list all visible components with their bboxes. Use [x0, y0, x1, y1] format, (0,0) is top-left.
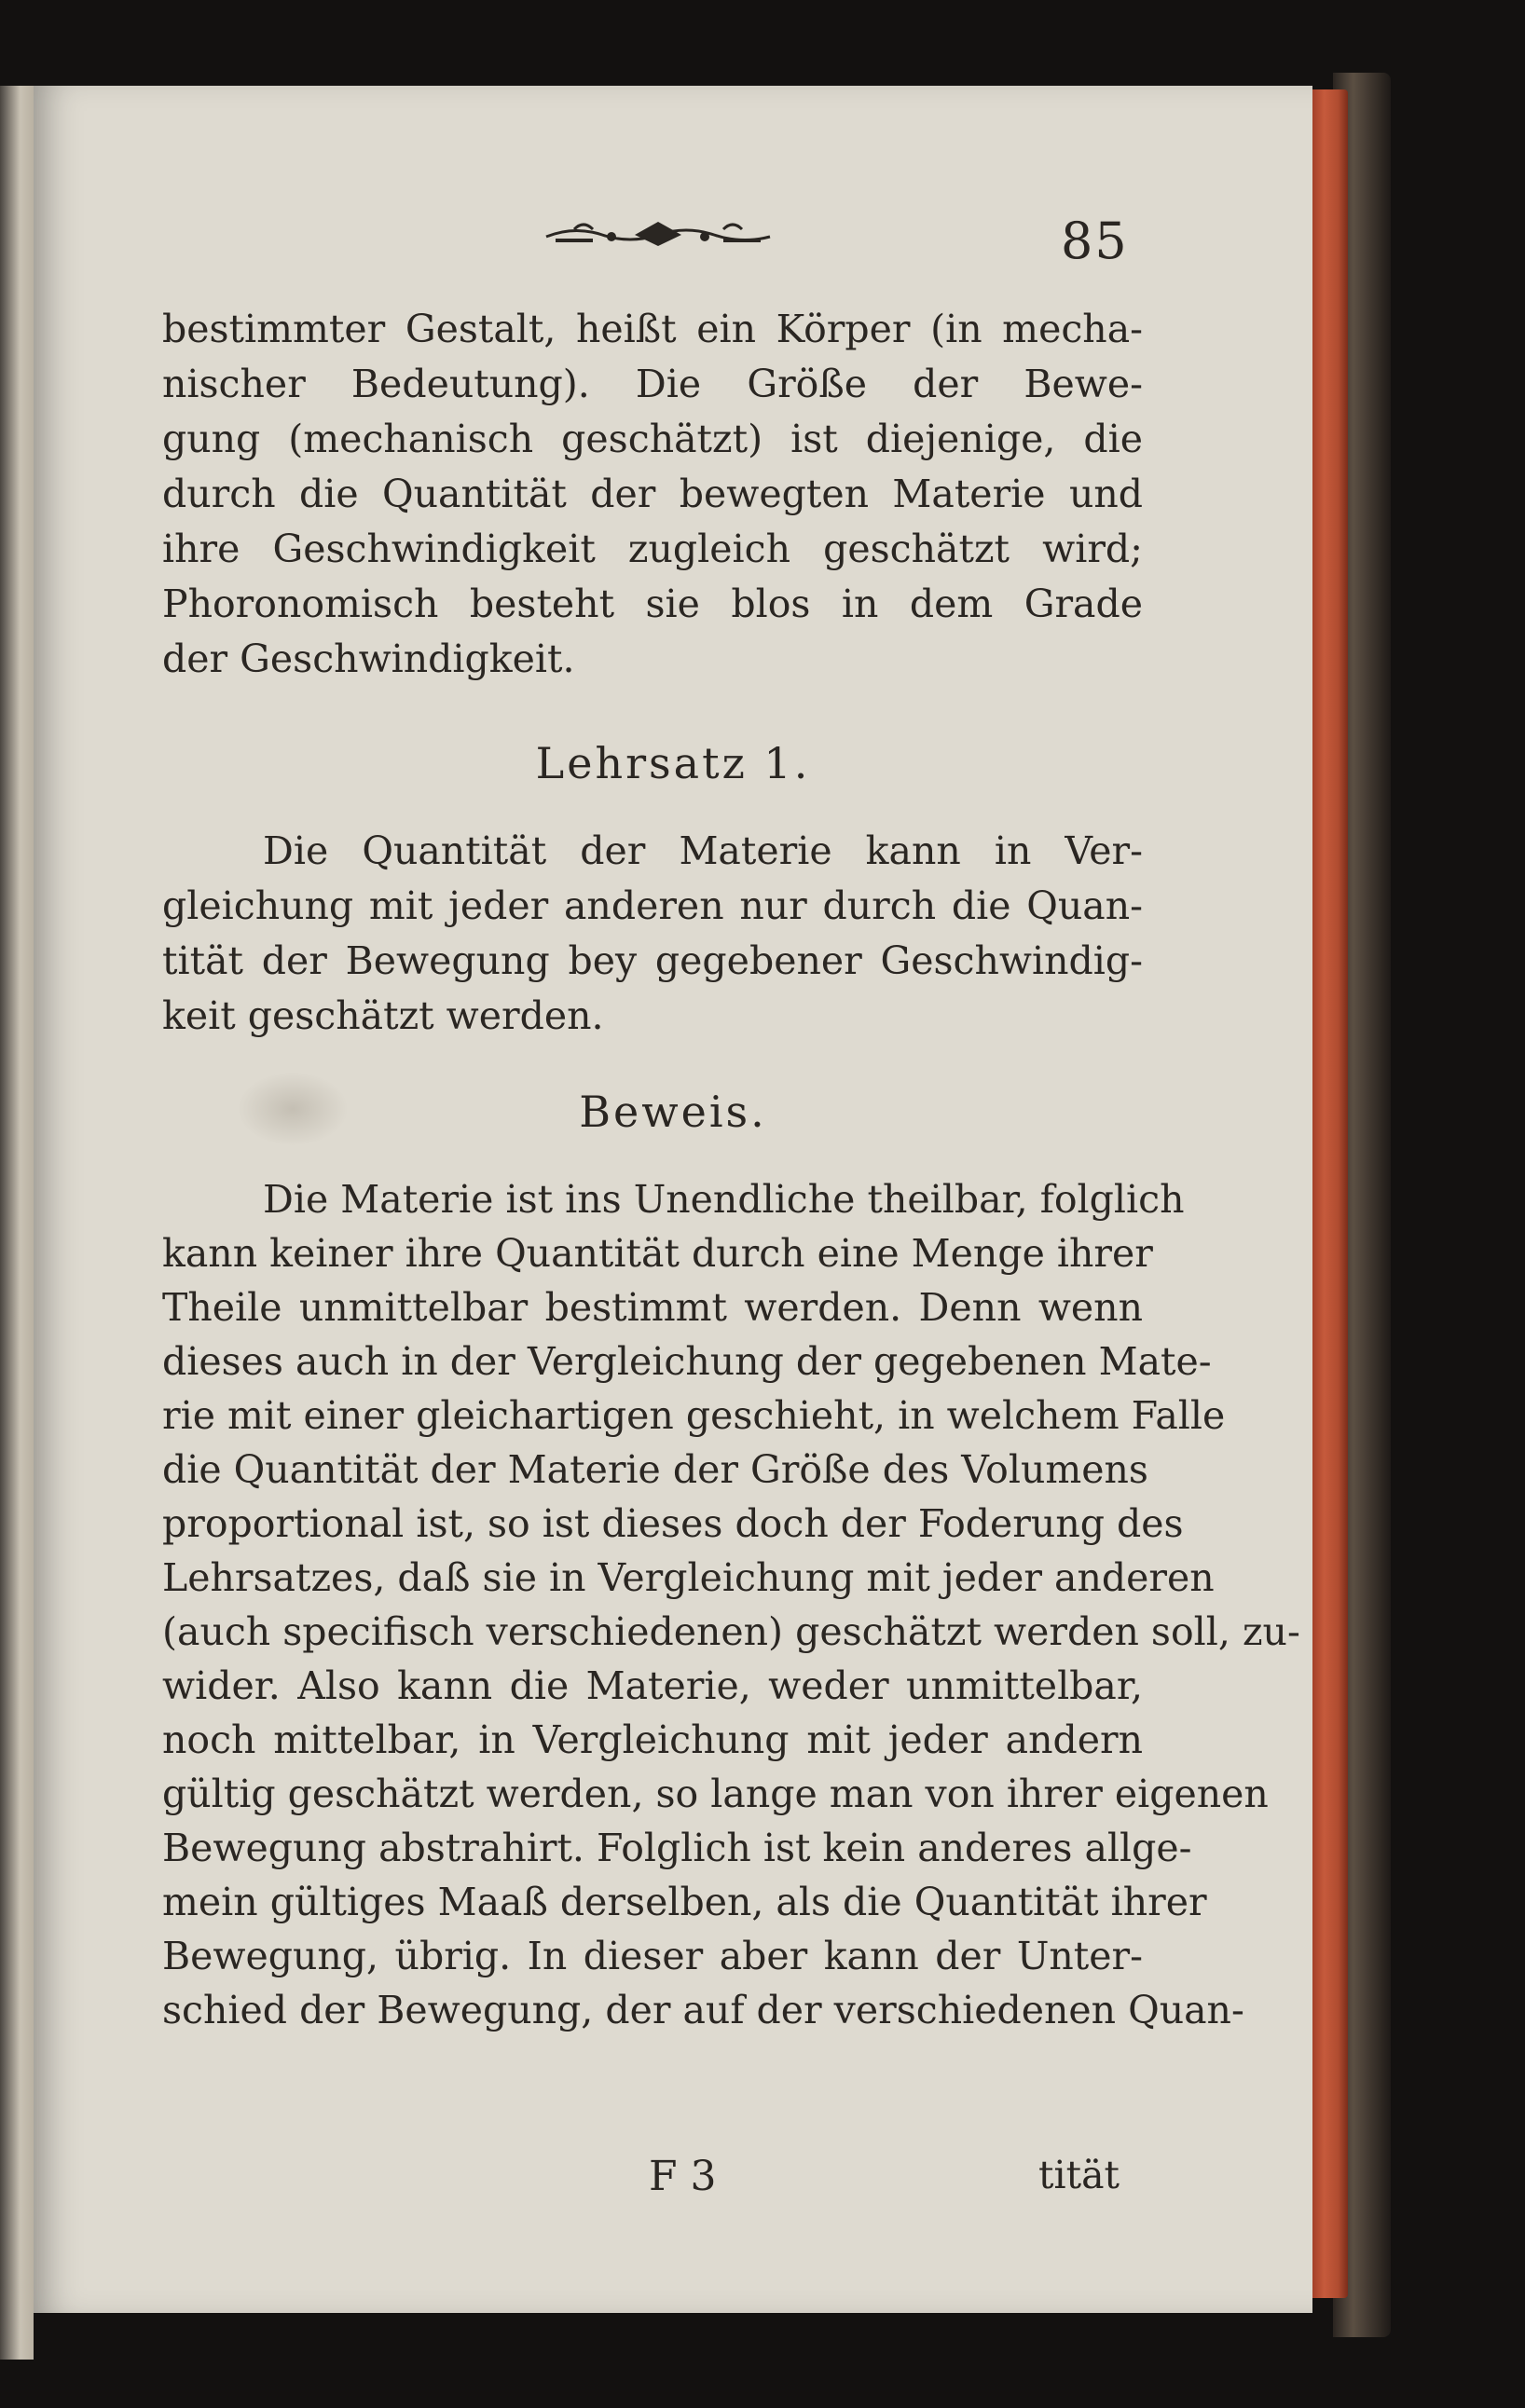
text-line: Bewegung, übrig. In dieser aber kann der Unter- [162, 1934, 1143, 1978]
printers-signature-mark: F 3 [649, 2153, 717, 2200]
text-line: der Geschwindigkeit. [162, 636, 575, 681]
proof-text [162, 1172, 1300, 2037]
theorem-heading: Lehrsatz 1. [535, 738, 811, 788]
theorem-text [162, 824, 1143, 1044]
text-line: bestimmter Gestalt, heißt ein Körper (in mecha- [162, 307, 1143, 351]
text-line: ihre Geschwindigkeit zugleich geschätzt wird; [162, 527, 1143, 571]
text-line: noch mittelbar, in Vergleichung mit jeder andern [162, 1717, 1143, 1762]
previous-page-edge [0, 86, 34, 2360]
printers-ornament-icon [537, 216, 779, 253]
text-line: Die Quantität der Materie kann in Ver- [263, 828, 1143, 873]
text-line: rie mit einer gleichartigen geschieht, in welchem Falle [162, 1393, 1226, 1438]
text-line: Theile unmittelbar bestimmt werden. Denn wenn [162, 1285, 1143, 1330]
text-line: tität der Bewegung bey gegebener Geschwindig- [162, 938, 1143, 983]
text-line: Bewegung abstrahirt. Folglich ist kein anderes allge- [162, 1826, 1192, 1870]
text-line: mein gültiges Maaß derselben, als die Quantität ihrer [162, 1880, 1207, 1924]
red-page-edges [1309, 89, 1348, 2298]
catchword: tität [1038, 2153, 1120, 2197]
text-line: nischer Bedeutung). Die Größe der Bewe- [162, 362, 1143, 406]
text-line: gung (mechanisch geschätzt) ist diejenige, die [162, 417, 1143, 461]
text-line: durch die Quantität der bewegten Materie und [162, 472, 1143, 516]
top-paragraph [162, 302, 1143, 687]
text-line: wider. Also kann die Materie, weder unmittelbar, [162, 1663, 1143, 1708]
text-line: dieses auch in der Vergleichung der gegebenen Mate- [162, 1339, 1212, 1384]
book-page [34, 86, 1312, 2313]
text-line: proportional ist, so ist dieses doch der Foderung des [162, 1501, 1184, 1546]
text-line: Die Materie ist ins Unendliche theilbar, folglich [263, 1177, 1185, 1222]
text-line: keit geschätzt werden. [162, 993, 604, 1038]
text-line: die Quantität der Materie der Größe des Volumens [162, 1447, 1148, 1492]
text-line: (auch specifisch verschiedenen) geschätzt werden soll, zu- [162, 1609, 1300, 1654]
text-line: gültig geschätzt werden, so lange man von ihrer eigenen [162, 1772, 1269, 1816]
text-line: Lehrsatzes, daß sie in Vergleichung mit jeder anderen [162, 1555, 1215, 1600]
text-line: schied der Bewegung, der auf der verschiedenen Quan- [162, 1988, 1244, 2032]
text-line: Phoronomisch besteht sie blos in dem Grade [162, 581, 1143, 626]
text-line: gleichung mit jeder anderen nur durch die Quan- [162, 883, 1143, 928]
page-number: 85 [1061, 212, 1129, 270]
proof-heading: Beweis. [579, 1087, 767, 1137]
text-line: kann keiner ihre Quantität durch eine Menge ihrer [162, 1231, 1153, 1276]
